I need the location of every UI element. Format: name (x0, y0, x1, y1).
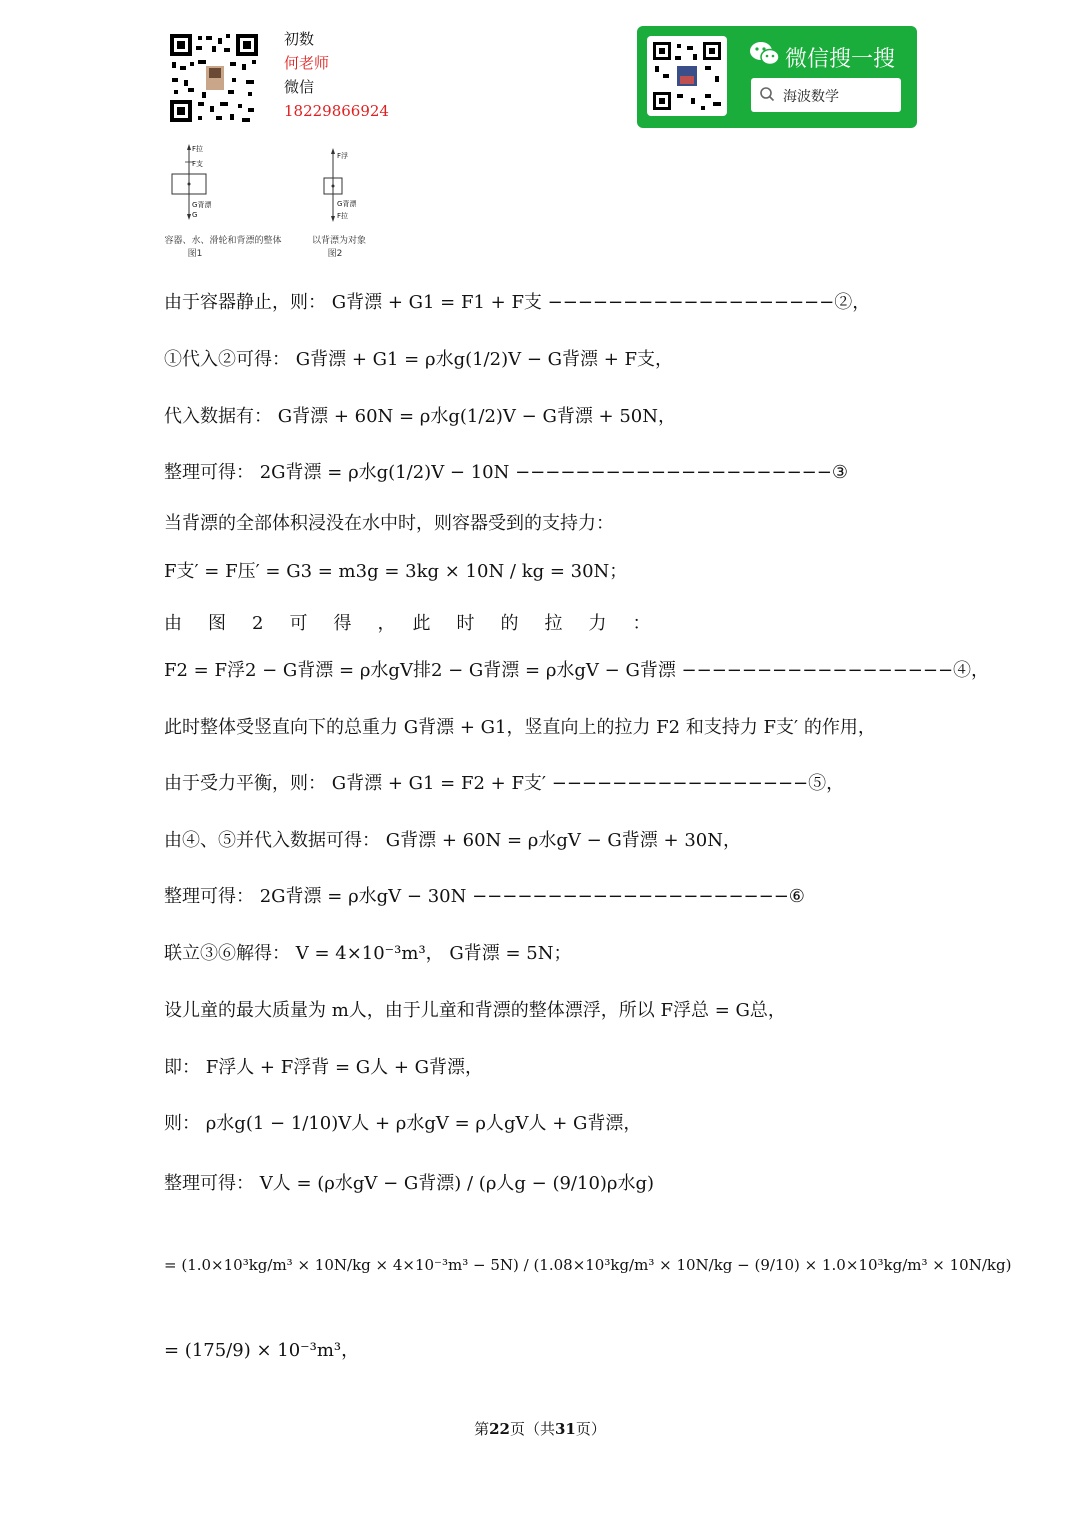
solution-line-3: 代入数据有： G背漂 + 60N = ρ水g(1/2)V − G背漂 + 50N， (164, 406, 677, 427)
qr-code (168, 32, 260, 124)
wechat-search-box[interactable] (751, 78, 901, 112)
search-text: 海波数学 (783, 89, 839, 105)
fig2-label: 图2 (327, 249, 343, 259)
footer-page-number: 22 (489, 1420, 510, 1438)
solution-line-5: 当背漂的全部体积浸没在水中时，则容器受到的支持力： (164, 513, 614, 534)
solution-line-19: = (175/9) × 10⁻³m³， (164, 1340, 360, 1361)
footer-suffix: 页） (575, 1420, 606, 1438)
footer-total-pages: 31 (555, 1420, 576, 1438)
search-icon (759, 86, 775, 106)
header-line-subject: 初数 (284, 30, 315, 48)
fig2-caption: 以背漂为对象 (311, 236, 366, 246)
footer-mid: 页（共 (509, 1420, 555, 1438)
fig1-caption: 容器、水、滑轮和背漂的整体 (164, 236, 282, 246)
solution-line-17: 整理可得： V人 = (ρ水gV − G背漂) / (ρ人g − (9/10)ρ水g) (164, 1173, 655, 1194)
header-line-phone: 18229866924 (284, 102, 389, 120)
header-line-teacher: 何老师 (284, 54, 330, 72)
fig1-force-f-zhi: F支 (192, 160, 204, 168)
solution-line-11: 由④、⑤并代入数据可得： G背漂 + 60N = ρ水gV − G背漂 + 30N， (164, 830, 741, 851)
fig2-force-f-fu: F浮 (337, 152, 349, 160)
fig1-force-f-la: F拉 (192, 145, 204, 153)
solution-line-2: ①代入②可得： G背漂 + G1 = ρ水g(1/2)V − G背漂 + F支， (164, 349, 674, 370)
solution-line-15: 即： F浮人 + F浮背 = G人 + G背漂， (164, 1057, 484, 1078)
header-line-wechat: 微信 (284, 78, 315, 96)
fig1-force-g: G (192, 211, 198, 219)
solution-line-1: 由于容器静止，则： G背漂 + G1 = F1 + F支 −−−−−−−−−−−−−−−−−−−②， (164, 292, 871, 313)
solution-line-16: 则： ρ水g(1 − 1/10)V人 + ρ水gV = ρ人gV人 + G背漂， (164, 1113, 642, 1134)
fig2-force-f-la: F拉 (337, 212, 349, 220)
force-diagram-fig1 (160, 142, 290, 234)
solution-line-10: 由于受力平衡，则： G背漂 + G1 = F2 + F支′ −−−−−−−−−−−−−−−−−⑤， (164, 773, 845, 794)
solution-line-18: = (1.0×10³kg/m³ × 10N/kg × 4×10⁻³m³ − 5N) / (1.08×10³kg/m³ × 10N/kg − (9/10) × 1.0×10³kg/m³ × 10N/kg) (164, 1256, 1012, 1274)
solution-line-14: 设儿童的最大质量为 m人，由于儿童和背漂的整体漂浮，所以 F浮总 = G总， (164, 1000, 786, 1021)
solution-line-13: 联立③⑥解得： V = 4×10⁻³m³， G背漂 = 5N； (164, 943, 572, 964)
footer-prefix: 第 (474, 1420, 490, 1438)
solution-line-12: 整理可得： 2G背漂 = ρ水gV − 30N −−−−−−−−−−−−−−−−−−−−−⑥ (164, 886, 805, 907)
banner-qr-code (647, 36, 727, 116)
solution-line-8: F2 = F浮2 − G背漂 = ρ水gV排2 − G背漂 = ρ水gV − G背漂 −−−−−−−−−−−−−−−−−−④， (164, 660, 990, 681)
solution-line-6: F支′ = F压′ = G3 = m3g = 3kg × 10N / kg = 30N； (164, 561, 628, 582)
fig2-force-g-beipiao: G背漂 (337, 200, 357, 208)
fig1-force-g-beipiao: G背漂 (192, 201, 212, 209)
solution-line-9: 此时整体受竖直向下的总重力 G背漂 + G1，竖直向上的拉力 F2 和支持力 F支′ 的作用， (164, 717, 876, 738)
wechat-search-title: 微信搜一搜 (785, 47, 896, 72)
page-footer (0, 1418, 1080, 1439)
wechat-logo-icon (749, 40, 781, 72)
solution-line-4: 整理可得： 2G背漂 = ρ水g(1/2)V − 10N −−−−−−−−−−−−−−−−−−−−−③ (164, 462, 848, 483)
solution-line-7: 由 图 2 可 得 ， 此 时 的 拉 力 ： (164, 613, 655, 634)
fig1-label: 图1 (187, 249, 203, 259)
wechat-search-banner[interactable] (637, 26, 917, 128)
